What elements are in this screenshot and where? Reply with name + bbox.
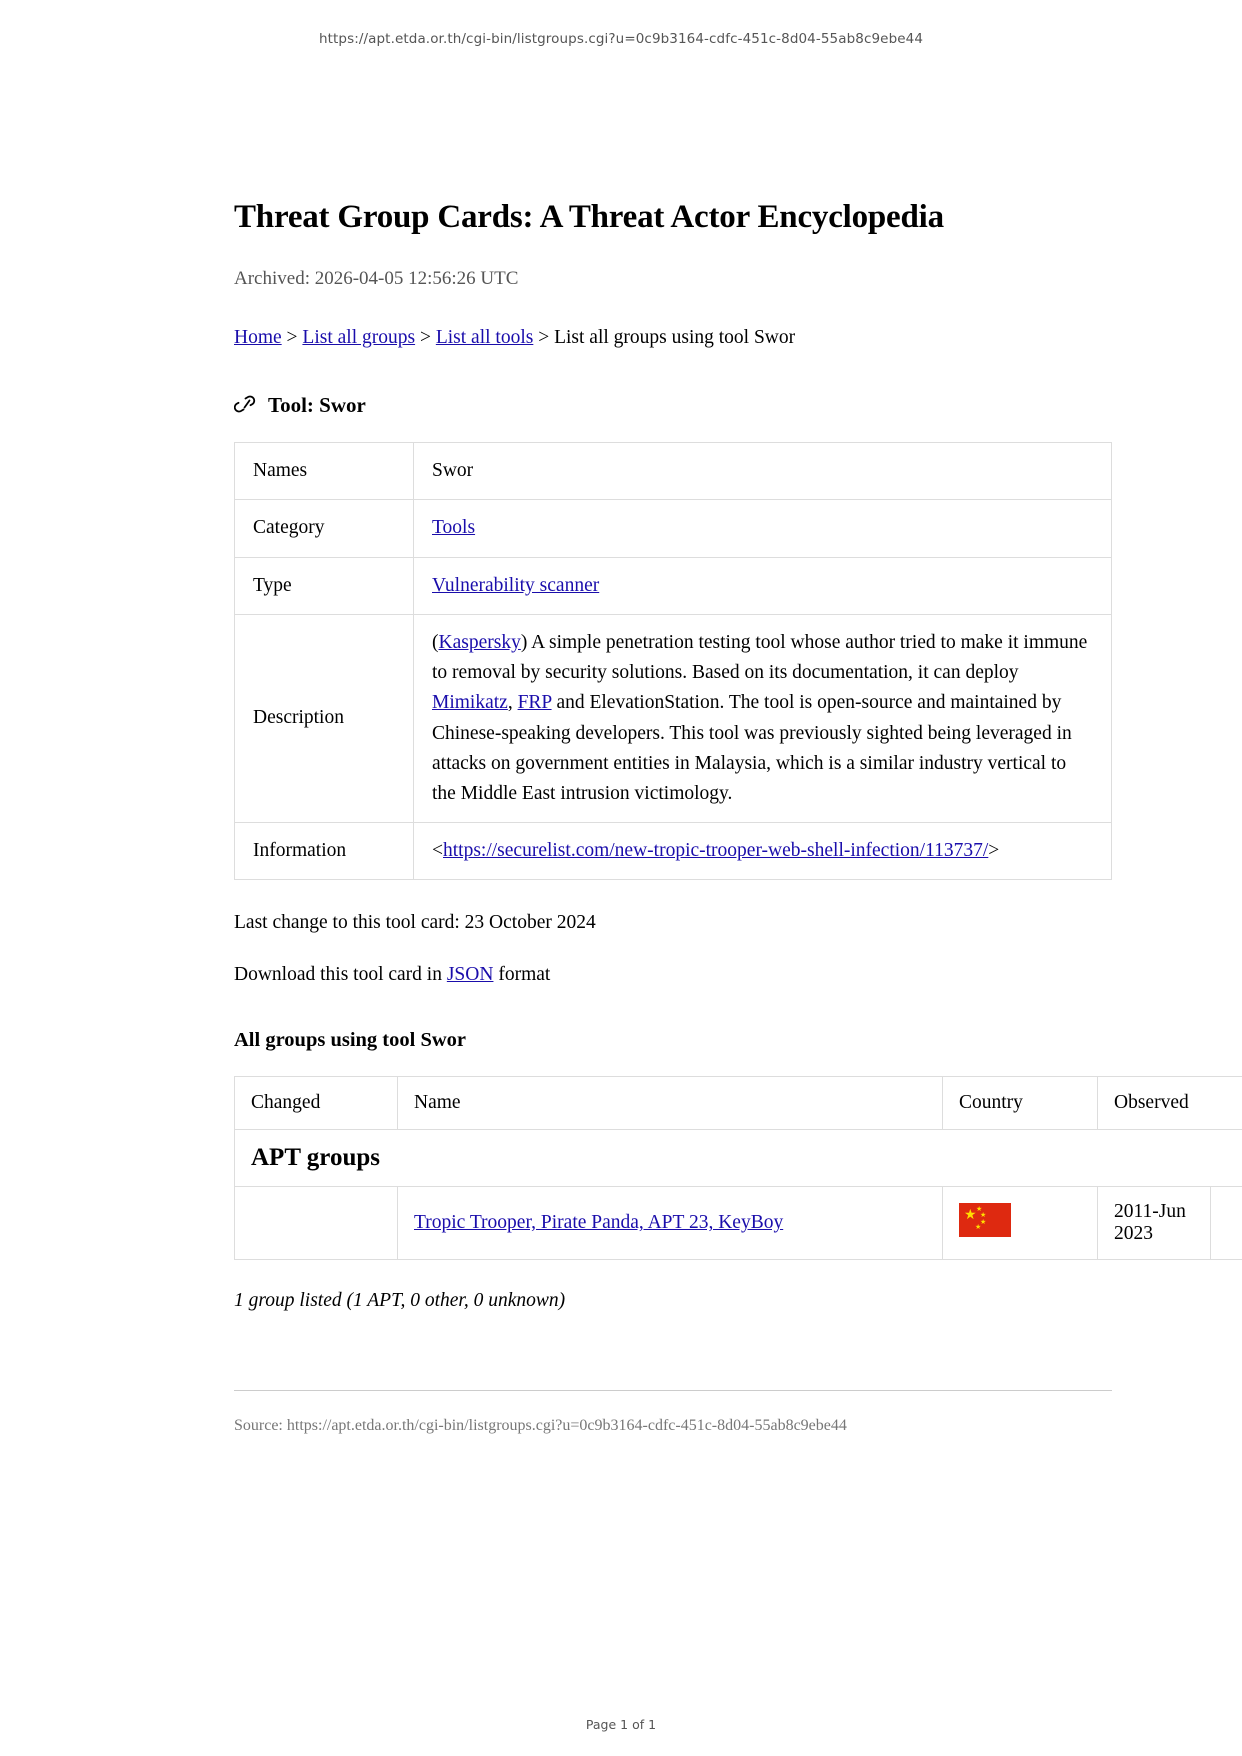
flag-star-1: ★ [976, 1205, 983, 1214]
groups-summary: 1 group listed (1 APT, 0 other, 0 unknown) [234, 1290, 566, 1312]
breadcrumb-separator-1: > [281, 327, 303, 348]
table-row-information [235, 823, 1112, 880]
breadcrumb-separator-3: > [533, 327, 555, 348]
page-title: Threat Group Cards: A Threat Actor Encyclopedia [234, 199, 944, 235]
cell-observed: 2011-Jun 2023 [1098, 1187, 1211, 1260]
category-link[interactable]: Tools [432, 517, 476, 539]
tool-card-table [234, 442, 1112, 880]
row-label-description: Description [235, 614, 414, 822]
footer-divider [234, 1390, 1112, 1391]
breadcrumb-current: List all groups using tool Swor [554, 327, 796, 348]
source-footer: Source: https://apt.etda.or.th/cgi-bin/listgroups.cgi?u=0c9b3164-cdfc-451c-8d04-55ab8c9ebe44 [234, 1417, 847, 1435]
groups-table-header-row [235, 1077, 1242, 1130]
desc-part-2: , [507, 692, 518, 714]
row-label-type: Type [235, 557, 414, 614]
flag-star-4: ★ [975, 1223, 982, 1232]
table-row-names [235, 443, 1112, 500]
section-title-apt: APT groups [251, 1144, 380, 1172]
desc-open-paren: ( [432, 631, 439, 653]
table-row [235, 1187, 1242, 1260]
row-value-names: Swor [414, 443, 1112, 500]
flag-star-2: ★ [980, 1211, 987, 1220]
flag-china-icon [959, 1203, 1011, 1237]
column-header-changed: Changed [235, 1077, 398, 1130]
download-line [234, 964, 1112, 986]
json-download-link[interactable]: JSON [446, 964, 494, 986]
type-link[interactable]: Vulnerability scanner [432, 574, 600, 596]
groups-section-title: All groups using tool Swor [234, 1029, 467, 1052]
breadcrumb-link-list-all-tools[interactable]: List all tools [435, 327, 534, 348]
cell-country [943, 1187, 1098, 1260]
row-label-category: Category [235, 500, 414, 557]
row-value-type [414, 557, 1112, 614]
row-label-names: Names [235, 443, 414, 500]
row-value-description [414, 614, 1112, 822]
page-number-footer: Page 1 of 1 [585, 1717, 657, 1732]
group-link-tropic-trooper[interactable]: Tropic Trooper, Pirate Panda, APT 23, KeyBoy [414, 1212, 784, 1234]
row-value-information [414, 823, 1112, 880]
row-value-category [414, 500, 1112, 557]
breadcrumb [234, 323, 1112, 352]
frp-link[interactable]: FRP [517, 692, 552, 714]
info-prefix: < [432, 840, 443, 862]
archived-timestamp: Archived: 2026-04-05 12:56:26 UTC [234, 268, 519, 289]
row-label-information: Information [235, 823, 414, 880]
last-change-text: Last change to this tool card: 23 October 2024 [234, 912, 596, 934]
table-row-category [235, 500, 1112, 557]
information-link[interactable]: https://securelist.com/new-tropic-trooper-web-shell-infection/113737/ [443, 840, 989, 862]
table-row-description [235, 614, 1112, 822]
breadcrumb-separator-2: > [415, 327, 436, 348]
link-icon [234, 394, 260, 414]
desc-part-1: ) A simple penetration testing tool whose author tried to make it immune to removal by security solutions. Based on its documentation, it can deploy [432, 631, 1088, 684]
mimikatz-link[interactable]: Mimikatz [432, 692, 508, 714]
breadcrumb-link-list-all-groups[interactable]: List all groups [302, 327, 416, 348]
kaspersky-link[interactable]: Kaspersky [438, 631, 521, 653]
column-header-name: Name [398, 1077, 943, 1130]
download-prefix: Download this tool card in [234, 964, 447, 986]
flag-star-3: ★ [980, 1218, 987, 1227]
tool-heading [234, 393, 1112, 418]
flag-star-large: ★ [964, 1208, 977, 1224]
table-row-type [235, 557, 1112, 614]
breadcrumb-link-home[interactable]: Home [234, 327, 282, 348]
desc-part-3: and ElevationStation. The tool is open-source and maintained by Chinese-speaking developers. This tool was previously sighted being leveraged in attacks on government entities in Malaysia, which is a similar industry vertical to the Middle East intrusion victimology. [432, 692, 1072, 804]
column-header-country: Country [943, 1077, 1098, 1130]
cell-name [398, 1187, 943, 1260]
download-suffix: format [493, 964, 551, 986]
groups-table [234, 1076, 1242, 1260]
document-content [116, 47, 1189, 1435]
tool-heading-text: Tool: Swor [268, 393, 366, 418]
info-suffix: > [988, 840, 1000, 862]
section-cell-apt [235, 1130, 1242, 1187]
table-section-row-apt [235, 1130, 1242, 1187]
cell-changed [235, 1187, 398, 1260]
cell-extra [1210, 1187, 1242, 1260]
archive-url-header: https://apt.etda.or.th/cgi-bin/listgroups.cgi?u=0c9b3164-cdfc-451c-8d04-55ab8c9ebe44 [318, 31, 924, 47]
column-header-observed: Observed [1098, 1077, 1242, 1130]
